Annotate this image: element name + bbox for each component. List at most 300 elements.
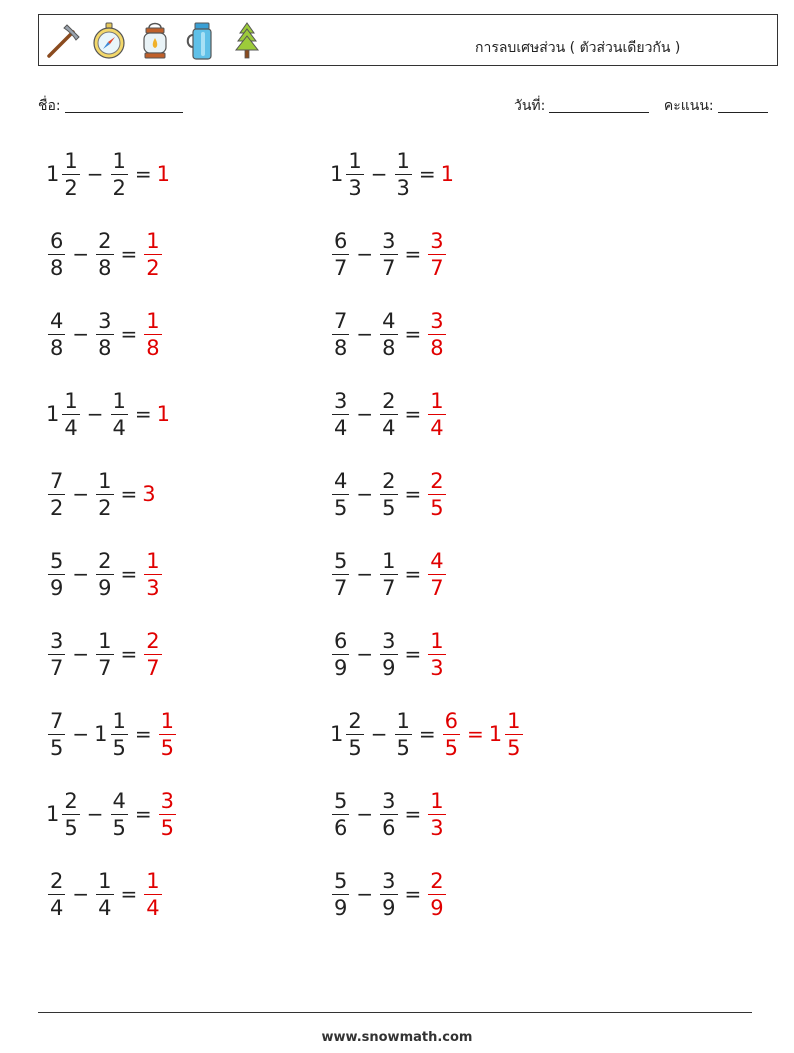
equals-sign: =: [404, 402, 422, 426]
subtrahend-numerator: 1: [112, 708, 126, 733]
subtrahend-numerator: 3: [382, 868, 396, 893]
answer: [426, 309, 447, 360]
subtrahend-fraction-bar: [111, 174, 128, 175]
minuend: [46, 629, 67, 680]
problem-item: [46, 624, 164, 684]
name-blank[interactable]: [65, 98, 183, 113]
footer-divider: [38, 1012, 752, 1013]
subtrahend: [109, 389, 130, 440]
subtrahend-denominator: 7: [382, 575, 396, 600]
minuend-fraction: [346, 149, 363, 200]
minuend-fraction: [48, 709, 65, 760]
subtrahend-fraction: [395, 709, 412, 760]
subtrahend: [94, 309, 115, 360]
answer-mixed-value-denominator: 5: [507, 735, 521, 760]
answer-value-numerator: 1: [160, 708, 175, 733]
subtrahend: [378, 869, 399, 920]
answer-value-numerator: 1: [430, 388, 444, 413]
problem-item: [330, 544, 448, 604]
minus-sign: −: [356, 402, 374, 426]
subtrahend: [109, 149, 130, 200]
equals-sign: =: [120, 882, 138, 906]
minuend-fraction: [48, 469, 65, 520]
date-label: วันที่:: [514, 98, 546, 114]
subtrahend-fraction-bar: [380, 254, 397, 255]
subtrahend: [378, 629, 399, 680]
equals-sign: =: [404, 882, 422, 906]
subtrahend-fraction-bar: [96, 894, 113, 895]
minuend: [330, 549, 351, 600]
answer: [157, 402, 171, 426]
subtrahend: [94, 549, 115, 600]
minuend-fraction: [332, 309, 349, 360]
header-box: [38, 14, 778, 66]
answer-value-fraction-bar: [428, 574, 445, 575]
subtrahend-denominator: 5: [112, 735, 126, 760]
answer-value: [426, 629, 447, 680]
minuend-numerator: 1: [64, 388, 78, 413]
subtrahend-fraction-bar: [111, 734, 128, 735]
answer-value-numerator: 2: [146, 628, 160, 653]
subtrahend-fraction: [395, 149, 412, 200]
answer-value-denominator: 7: [430, 255, 444, 280]
subtrahend-fraction-bar: [395, 174, 412, 175]
answer-value-numerator: 1: [146, 868, 160, 893]
minuend-denominator: 9: [334, 655, 348, 680]
answer: [142, 229, 163, 280]
answer-value: [157, 709, 178, 760]
answer-value-numerator: 1: [146, 228, 160, 253]
minuend-fraction-bar: [332, 334, 349, 335]
header-icons: [43, 19, 267, 63]
answer-value: [426, 869, 447, 920]
answer-value-numerator: 2: [430, 468, 444, 493]
minuend-fraction-bar: [48, 734, 65, 735]
answer-value-numerator: 3: [430, 308, 444, 333]
answer: [426, 549, 447, 600]
answer-value-denominator: 5: [160, 815, 175, 840]
score-blank[interactable]: [718, 98, 768, 113]
subtrahend: [378, 309, 399, 360]
lantern-icon: [135, 19, 175, 63]
answer-value: [142, 629, 163, 680]
answer-value: [157, 402, 171, 426]
minuend-denominator: 5: [348, 735, 362, 760]
equals-sign: =: [418, 722, 436, 746]
minuend: [46, 389, 82, 440]
minuend-whole: 1: [330, 722, 344, 746]
minus-sign: −: [356, 562, 374, 586]
answer-value-fraction: [428, 229, 445, 280]
answer: [426, 229, 447, 280]
subtrahend-denominator: 6: [382, 815, 396, 840]
minuend-denominator: 3: [348, 175, 362, 200]
subtrahend-denominator: 4: [112, 415, 126, 440]
answer-value-numerator: 1: [146, 308, 160, 333]
answer-value-whole: 1: [440, 162, 455, 186]
answer-value-numerator: 1: [430, 628, 444, 653]
answer: [426, 789, 447, 840]
subtrahend-fraction: [380, 309, 397, 360]
minuend-numerator: 4: [50, 308, 64, 333]
subtrahend: [378, 789, 399, 840]
minuend: [330, 709, 366, 760]
minuend-fraction: [332, 629, 349, 680]
subtrahend: [378, 229, 399, 280]
problem-item: [330, 464, 448, 524]
subtrahend-fraction-bar: [380, 334, 397, 335]
subtrahend-denominator: 5: [382, 495, 396, 520]
answer-value-fraction: [428, 309, 445, 360]
minuend-numerator: 7: [50, 708, 64, 733]
minuend-denominator: 4: [64, 415, 78, 440]
subtrahend-numerator: 3: [382, 788, 396, 813]
minuend-denominator: 8: [50, 335, 64, 360]
subtrahend-numerator: 1: [396, 148, 410, 173]
minuend-fraction-bar: [346, 174, 363, 175]
answer-value-denominator: 3: [430, 655, 444, 680]
minus-sign: −: [370, 722, 388, 746]
subtrahend-fraction-bar: [96, 334, 113, 335]
answer-value-denominator: 9: [430, 895, 444, 920]
minus-sign: −: [72, 242, 90, 266]
equals-sign: =: [134, 162, 152, 186]
subtrahend-fraction: [380, 389, 397, 440]
minuend-fraction: [346, 709, 363, 760]
subtrahend-denominator: 8: [98, 255, 112, 280]
problem-item: [46, 704, 178, 764]
answer-value: [157, 162, 171, 186]
answer-mixed-value-whole: 1: [488, 722, 503, 746]
minuend-denominator: 5: [64, 815, 78, 840]
minuend: [330, 389, 351, 440]
minuend-numerator: 2: [348, 708, 362, 733]
answer: [441, 709, 525, 760]
subtrahend-fraction-bar: [380, 494, 397, 495]
subtrahend-denominator: 9: [382, 655, 396, 680]
minuend-fraction: [48, 869, 65, 920]
minuend-whole: 1: [46, 802, 60, 826]
problem-item: [46, 144, 171, 204]
equals-sign: =: [404, 802, 422, 826]
answer-value-fraction-bar: [428, 414, 445, 415]
subtrahend-numerator: 1: [112, 148, 126, 173]
date-score-line: [514, 95, 768, 117]
minuend: [46, 789, 82, 840]
subtrahend-fraction: [111, 709, 128, 760]
minuend-denominator: 8: [50, 255, 64, 280]
answer-value-fraction: [144, 549, 161, 600]
answer-value-denominator: 7: [146, 655, 160, 680]
answer-value-fraction: [144, 229, 161, 280]
minuend: [330, 149, 366, 200]
answer-value-denominator: 7: [430, 575, 444, 600]
subtrahend-fraction-bar: [395, 734, 412, 735]
minuend-denominator: 7: [50, 655, 64, 680]
problem-item: [46, 304, 164, 364]
answer: [426, 389, 447, 440]
subtrahend-fraction-bar: [380, 894, 397, 895]
equals-sign: =: [120, 322, 138, 346]
answer-value-numerator: 3: [430, 228, 444, 253]
answer-value: [142, 549, 163, 600]
problem-item: [330, 144, 455, 204]
minuend: [46, 149, 82, 200]
thermos-icon: [181, 19, 221, 63]
equals-sign: =: [120, 642, 138, 666]
subtrahend-fraction: [96, 309, 113, 360]
answer-value-numerator: 3: [160, 788, 175, 813]
problem-item: [330, 704, 525, 764]
subtrahend: [109, 789, 130, 840]
minuend-fraction: [332, 549, 349, 600]
answer-value-fraction: [428, 789, 445, 840]
minuend-denominator: 7: [334, 575, 348, 600]
answer-value-fraction-bar: [428, 894, 445, 895]
minuend-fraction-bar: [62, 814, 79, 815]
answer-value-numerator: 1: [430, 788, 444, 813]
subtrahend-denominator: 4: [98, 895, 112, 920]
answer-value-fraction-bar: [144, 894, 161, 895]
answer-value-fraction-bar: [443, 734, 460, 735]
pine-tree-icon: [227, 19, 267, 63]
answer-value: [142, 309, 163, 360]
answer: [142, 629, 163, 680]
subtrahend-fraction: [380, 469, 397, 520]
answer-value-whole: 3: [142, 482, 156, 506]
problem-item: [330, 784, 448, 844]
answer-value-fraction-bar: [144, 334, 161, 335]
minuend-numerator: 5: [334, 788, 348, 813]
answer: [142, 482, 156, 506]
answer: [157, 162, 171, 186]
subtrahend-fraction: [96, 549, 113, 600]
minuend-denominator: 9: [50, 575, 64, 600]
minuend: [46, 469, 67, 520]
minus-sign: −: [72, 322, 90, 346]
answer-mixed-value-fraction: [505, 709, 522, 760]
minuend-numerator: 7: [334, 308, 348, 333]
minuend-fraction-bar: [332, 254, 349, 255]
subtrahend-fraction-bar: [111, 414, 128, 415]
answer: [426, 869, 447, 920]
date-blank[interactable]: [549, 98, 649, 113]
minuend-fraction: [332, 869, 349, 920]
subtrahend-whole: 1: [94, 722, 108, 746]
minuend-fraction: [332, 389, 349, 440]
answer-value-fraction: [144, 629, 161, 680]
problem-item: [330, 224, 448, 284]
answer-value-numerator: 4: [430, 548, 444, 573]
minuend-fraction: [62, 789, 79, 840]
subtrahend-denominator: 3: [396, 175, 410, 200]
problem-item: [330, 384, 448, 444]
minuend-denominator: 8: [334, 335, 348, 360]
minuend-fraction-bar: [332, 414, 349, 415]
minuend-fraction-bar: [332, 494, 349, 495]
equals-sign: =: [404, 562, 422, 586]
minuend-fraction: [332, 789, 349, 840]
answer-value-fraction-bar: [159, 814, 176, 815]
compass-icon: [89, 19, 129, 63]
minuend: [330, 789, 351, 840]
subtrahend-denominator: 2: [112, 175, 126, 200]
subtrahend-fraction: [96, 229, 113, 280]
minuend-denominator: 9: [334, 895, 348, 920]
minuend-fraction-bar: [62, 414, 79, 415]
answer-value-denominator: 2: [146, 255, 160, 280]
subtrahend-numerator: 3: [382, 628, 396, 653]
answer: [157, 789, 178, 840]
minuend-denominator: 2: [64, 175, 78, 200]
footer-url[interactable]: www.snowmath.com: [321, 1030, 473, 1045]
minuend-numerator: 5: [334, 548, 348, 573]
problem-item: [330, 864, 448, 924]
answer-value-numerator: 6: [444, 708, 459, 733]
answer-value-fraction: [159, 789, 176, 840]
subtrahend-numerator: 2: [98, 228, 112, 253]
subtrahend: [94, 469, 115, 520]
minus-sign: −: [86, 802, 104, 826]
subtrahend-fraction: [380, 229, 397, 280]
subtrahend-numerator: 1: [98, 628, 112, 653]
subtrahend-fraction-bar: [96, 254, 113, 255]
minus-sign: −: [72, 722, 90, 746]
problem-item: [46, 384, 171, 444]
minuend-numerator: 5: [50, 548, 64, 573]
equals-sign: =: [404, 242, 422, 266]
minuend: [46, 869, 67, 920]
subtrahend-numerator: 4: [112, 788, 126, 813]
answer-value-fraction-bar: [159, 734, 176, 735]
minuend-fraction-bar: [48, 334, 65, 335]
answer-value-whole: 1: [156, 162, 171, 186]
answer: [426, 629, 447, 680]
worksheet-title: การลบเศษส่วน ( ตัวส่วนเดียวกัน ): [475, 40, 681, 56]
minuend-numerator: 1: [348, 148, 362, 173]
minuend-fraction-bar: [48, 894, 65, 895]
minuend-numerator: 7: [50, 468, 64, 493]
minuend-whole: 1: [330, 162, 344, 186]
answer-value-fraction-bar: [144, 254, 161, 255]
minuend: [46, 309, 67, 360]
answer-value: [426, 389, 447, 440]
equals-sign: =: [404, 322, 422, 346]
minus-sign: −: [86, 402, 104, 426]
answer-mixed-value-numerator: 1: [507, 708, 521, 733]
subtrahend-fraction-bar: [96, 654, 113, 655]
subtrahend-fraction: [111, 149, 128, 200]
subtrahend-fraction-bar: [380, 574, 397, 575]
subtrahend-fraction-bar: [380, 654, 397, 655]
equals-sign: =: [418, 162, 436, 186]
answer-value: [157, 789, 178, 840]
minuend-fraction-bar: [346, 734, 363, 735]
name-line: [38, 95, 183, 117]
subtrahend-fraction-bar: [96, 574, 113, 575]
answer-value-fraction-bar: [144, 574, 161, 575]
answer-mixed-value-fraction-bar: [505, 734, 522, 735]
minuend: [46, 709, 67, 760]
minuend: [330, 469, 351, 520]
minuend-denominator: 7: [334, 255, 348, 280]
subtrahend-fraction-bar: [96, 494, 113, 495]
minus-sign: −: [72, 642, 90, 666]
answer-value-denominator: 5: [444, 735, 459, 760]
minuend: [46, 549, 67, 600]
minus-sign: −: [72, 482, 90, 506]
minuend-numerator: 6: [334, 228, 348, 253]
minuend: [330, 629, 351, 680]
minuend-numerator: 1: [64, 148, 78, 173]
minuend-fraction: [332, 469, 349, 520]
subtrahend-fraction: [380, 869, 397, 920]
minuend-fraction: [48, 309, 65, 360]
minus-sign: −: [72, 882, 90, 906]
minuend-numerator: 2: [64, 788, 78, 813]
problem-item: [330, 624, 448, 684]
subtrahend: [94, 869, 115, 920]
equals-sign: =: [134, 802, 152, 826]
minuend-fraction-bar: [332, 894, 349, 895]
minuend: [330, 229, 351, 280]
minuend-fraction-bar: [48, 254, 65, 255]
answer-value-whole: 1: [156, 402, 171, 426]
minuend-denominator: 2: [50, 495, 64, 520]
subtrahend-denominator: 5: [112, 815, 126, 840]
minuend-fraction: [332, 229, 349, 280]
minuend-numerator: 6: [50, 228, 64, 253]
subtrahend: [94, 629, 115, 680]
subtrahend-numerator: 1: [98, 468, 112, 493]
subtrahend-fraction: [96, 469, 113, 520]
answer: [142, 869, 163, 920]
subtrahend-fraction-bar: [380, 814, 397, 815]
answer-value-denominator: 4: [430, 415, 444, 440]
problem-item: [46, 784, 178, 844]
answer: [142, 549, 163, 600]
subtrahend-numerator: 1: [112, 388, 126, 413]
answer-value-denominator: 5: [160, 735, 175, 760]
subtrahend-numerator: 3: [382, 228, 396, 253]
minuend-denominator: 5: [50, 735, 64, 760]
equals-sign: =: [120, 482, 138, 506]
problem-item: [46, 464, 157, 524]
answer-value: [441, 709, 462, 760]
minuend-fraction-bar: [332, 814, 349, 815]
minus-sign: −: [86, 162, 104, 186]
equals-sign: =: [404, 482, 422, 506]
minuend-numerator: 5: [334, 868, 348, 893]
answer-value-fraction-bar: [428, 814, 445, 815]
answer-value-fraction: [428, 629, 445, 680]
answer-value: [426, 469, 447, 520]
answer-value: [426, 789, 447, 840]
answer-value-fraction: [159, 709, 176, 760]
subtrahend: [94, 229, 115, 280]
minuend-numerator: 2: [50, 868, 64, 893]
subtrahend-denominator: 8: [98, 335, 112, 360]
subtrahend-denominator: 7: [382, 255, 396, 280]
equals-sign: =: [134, 402, 152, 426]
subtrahend-fraction-bar: [380, 414, 397, 415]
answer-value-fraction: [428, 869, 445, 920]
minuend-fraction: [62, 149, 79, 200]
equals-sign: =: [120, 242, 138, 266]
minuend-numerator: 6: [334, 628, 348, 653]
answer-value-fraction: [144, 309, 161, 360]
answer-value-fraction: [428, 389, 445, 440]
